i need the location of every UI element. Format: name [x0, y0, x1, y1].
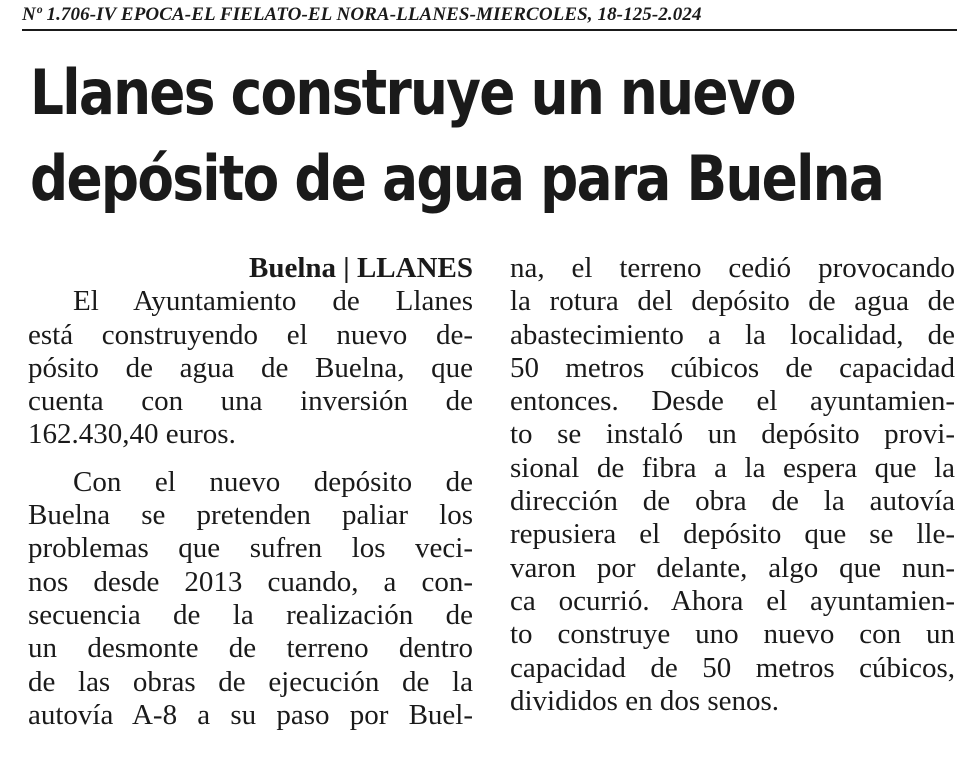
text-line: El Ayuntamiento de Llanes	[73, 285, 473, 318]
text-line: un desmonte de terreno dentro	[28, 632, 473, 665]
edition-header: Nº 1.706-IV EPOCA-EL FIELATO-EL NORA-LLANES-MIERCOLES, 18-125-2.024	[22, 4, 702, 25]
text-line: dirección de obra de la autovía	[510, 485, 955, 518]
text-line: nos desde 2013 cuando, a con-	[28, 565, 473, 598]
paragraph-1	[28, 285, 473, 451]
text-line: 162.430,40 euros.	[28, 418, 236, 451]
byline: Buelna | LLANES	[249, 252, 473, 284]
text-line: capacidad de 50 metros cúbicos,	[510, 651, 955, 684]
text-line: Con el nuevo depósito de	[73, 465, 473, 498]
text-line: ca ocurrió. Ahora el ayuntamien-	[510, 584, 955, 617]
text-line: la rotura del depósito de agua de	[510, 285, 955, 318]
paragraph-2	[28, 466, 473, 732]
text-line: sional de fibra a la espera que la	[510, 451, 955, 484]
text-line: na, el terreno cedió provocando	[510, 252, 955, 284]
headline-line-2: depósito de agua para Buelna	[30, 142, 884, 215]
text-line: to construye uno nuevo con un	[510, 618, 955, 651]
text-line: de las obras de ejecución de la	[28, 665, 473, 698]
text-line: secuencia de la realización de	[28, 598, 473, 631]
text-line: entonces. Desde el ayuntamien-	[510, 385, 955, 418]
text-line: 50 metros cúbicos de capacidad	[510, 351, 955, 384]
article-headline	[30, 50, 884, 222]
text-line: pósito de agua de Buelna, que	[28, 351, 473, 384]
text-line: cuenta con una inversión de	[28, 385, 473, 418]
text-line: problemas que sufren los veci-	[28, 532, 473, 565]
text-line: divididos en dos senos.	[510, 684, 780, 717]
header-rule	[22, 29, 957, 31]
text-line: repusiera el depósito que se lle-	[510, 518, 955, 551]
headline-line-1: Llanes construye un nuevo	[30, 56, 795, 129]
text-line: Buelna se pretenden paliar los	[28, 499, 473, 532]
article-column-right	[510, 252, 955, 718]
text-line: autovía A-8 a su paso por Buel-	[28, 698, 473, 731]
paragraph-gap	[28, 452, 473, 466]
text-line: está construyendo el nuevo de-	[28, 318, 473, 351]
text-line: varon por delante, algo que nun-	[510, 551, 955, 584]
text-line: to se instaló un depósito provi-	[510, 418, 955, 451]
article-column-left	[28, 252, 473, 732]
text-line: abastecimiento a la localidad, de	[510, 318, 955, 351]
